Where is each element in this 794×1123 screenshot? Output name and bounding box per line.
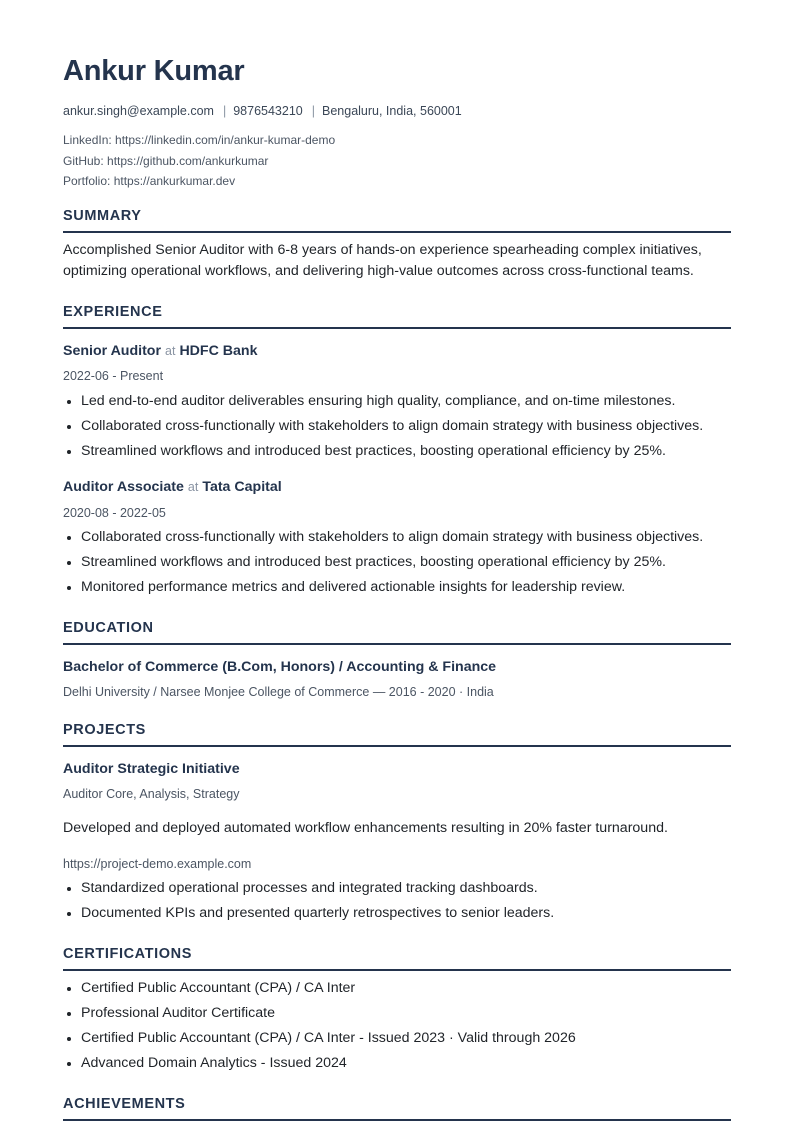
separator: |: [311, 104, 315, 118]
location: Bengaluru, India, 560001: [322, 104, 462, 118]
portfolio-link[interactable]: Portfolio: https://ankurkumar.dev: [63, 174, 236, 188]
email-link[interactable]: ankur.singh@example.com: [63, 104, 214, 118]
job-role: Auditor Associate: [63, 479, 184, 495]
section-divider: [63, 969, 731, 971]
summary-text: Accomplished Senior Auditor with 6-8 years of hands-on experience spearheading complex initiatives, optimizing operational workflows, and delivering high-value outcomes across cross-functional teams.: [63, 242, 702, 279]
job-bullets: [63, 525, 731, 600]
job-title: [63, 343, 257, 359]
list-item: Streamlined workflows and introduced best practices, boosting operational efficiency by 25%.: [63, 439, 731, 464]
list-item: Documented KPIs and presented quarterly retrospectives to senior leaders.: [63, 901, 731, 926]
section-divider: [63, 643, 731, 645]
list-item: Collaborated cross-functionally with stakeholders to align domain strategy with business objectives.: [63, 525, 731, 550]
list-item: Monitored performance metrics and delivered actionable insights for leadership review.: [63, 575, 731, 600]
job-title: [63, 479, 282, 495]
job-dates: 2020-08 - 2022-05: [63, 506, 166, 520]
section-title-projects: PROJECTS: [63, 722, 146, 738]
section-title-certifications: CERTIFICATIONS: [63, 946, 192, 962]
job-role: Senior Auditor: [63, 343, 161, 359]
candidate-name: Ankur Kumar: [63, 55, 245, 87]
section-divider: [63, 1119, 731, 1121]
at-label: at: [165, 344, 176, 358]
github-link[interactable]: GitHub: https://github.com/ankurkumar: [63, 153, 269, 168]
section-divider: [63, 745, 731, 747]
job-bullets: [63, 389, 731, 464]
section-title-education: EDUCATION: [63, 620, 154, 636]
education-details: Delhi University / Narsee Monjee College of Commerce — 2016 - 2020 · India: [63, 685, 494, 699]
list-item: Certified Public Accountant (CPA) / CA Inter: [63, 976, 731, 1001]
list-item: Standardized operational processes and integrated tracking dashboards.: [63, 876, 731, 901]
linkedin-link[interactable]: LinkedIn: https://linkedin.com/in/ankur-kumar-demo: [63, 133, 336, 147]
phone-number: 9876543210: [233, 104, 303, 118]
project-name: Auditor Strategic Initiative: [63, 761, 240, 777]
at-label: at: [187, 480, 199, 494]
project-url[interactable]: https://project-demo.example.com: [63, 857, 252, 871]
certification-list: [63, 976, 731, 1076]
project-bullets: [63, 876, 731, 926]
list-item: Led end-to-end auditor deliverables ensuring high quality, compliance, and on-time milestones.: [63, 389, 731, 414]
job-dates: 2022-06 - Present: [63, 369, 164, 383]
project-tags: Auditor Core, Analysis, Strategy: [63, 787, 240, 801]
list-item: Certified Public Accountant (CPA) / CA Inter - Issued 2023 · Valid through 2026: [63, 1026, 731, 1051]
profile-links: [63, 130, 335, 192]
list-item: Advanced Domain Analytics - Issued 2024: [63, 1051, 731, 1076]
separator: |: [222, 104, 227, 118]
section-title-summary: SUMMARY: [63, 208, 142, 224]
section-divider: [63, 231, 731, 233]
job-company: Tata Capital: [202, 479, 282, 495]
section-divider: [63, 327, 731, 329]
list-item: Collaborated cross-functionally with stakeholders to align domain strategy with business objectives.: [63, 414, 731, 439]
contact-line: [63, 104, 462, 118]
degree-title: Bachelor of Commerce (B.Com, Honors) / Accounting & Finance: [63, 659, 497, 675]
list-item: Streamlined workflows and introduced best practices, boosting operational efficiency by 25%.: [63, 550, 731, 575]
list-item: Professional Auditor Certificate: [63, 1001, 731, 1026]
section-title-experience: EXPERIENCE: [63, 304, 163, 320]
job-company: HDFC Bank: [179, 343, 258, 359]
section-title-achievements: ACHIEVEMENTS: [63, 1096, 186, 1112]
project-description: Developed and deployed automated workflow enhancements resulting in 20% faster turnaround.: [63, 820, 668, 836]
